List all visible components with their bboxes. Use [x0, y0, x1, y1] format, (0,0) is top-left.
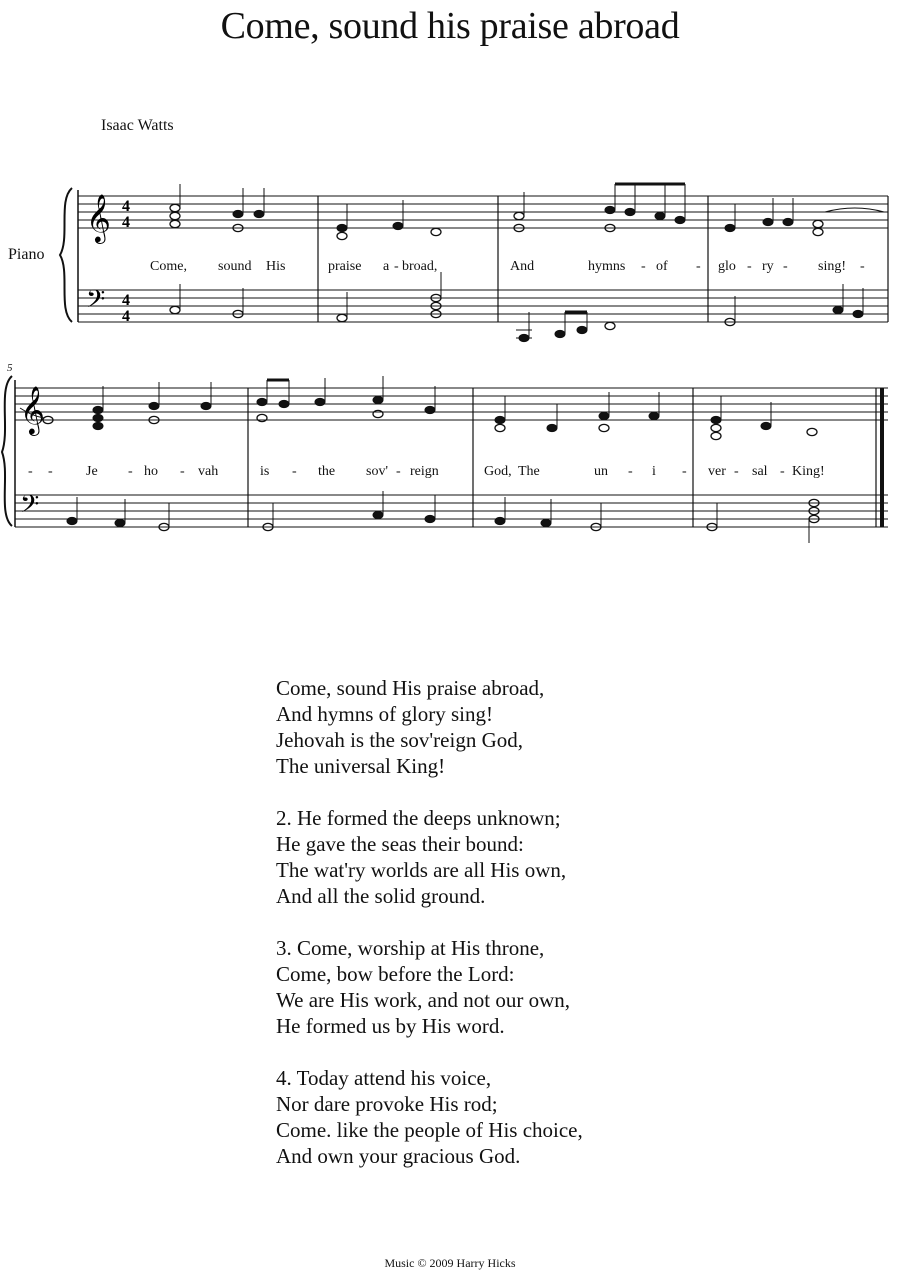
verse-line: We are His work, and not our own, — [276, 988, 570, 1012]
lyric-syllable: - — [128, 464, 133, 479]
lyric-syllable: His — [266, 259, 286, 274]
lyric-syllable: ry — [762, 259, 774, 274]
verse-line: Come. like the people of His choice, — [276, 1118, 583, 1142]
music-score — [0, 0, 900, 600]
verse-line: And own your gracious God. — [276, 1144, 521, 1168]
lyric-syllable: Come, — [150, 259, 187, 274]
measure-number: 5 — [7, 362, 13, 374]
lyric-syllable: broad, — [402, 259, 438, 274]
lyric-syllable: - — [783, 259, 788, 274]
lyric-syllable: a — [383, 259, 390, 274]
lyric-syllable: - — [180, 464, 185, 479]
lyric-syllable: vah — [198, 464, 219, 479]
time-sig-top: 4 — [122, 198, 130, 215]
lyric-syllable: - — [780, 464, 785, 479]
lyric-syllable: glo — [718, 259, 736, 274]
verse-line: Come, bow before the Lord: — [276, 962, 515, 986]
treble-notes — [20, 376, 817, 440]
verses-block — [276, 675, 583, 1169]
lyric-syllable: ver — [708, 464, 726, 479]
lyric-syllable: And — [510, 259, 535, 274]
bass-clef: 𝄢 — [20, 490, 40, 525]
lyric-syllable: - — [860, 259, 865, 274]
lyric-syllable: hymns — [588, 259, 626, 274]
lyric-syllable: - — [48, 464, 53, 479]
lyric-syllable: praise — [328, 259, 362, 274]
stanza-1 — [276, 675, 583, 779]
verse-line: Come, sound His praise abroad, — [276, 676, 545, 700]
verse-line: And hymns of glory sing! — [276, 702, 493, 726]
verse-line: The universal King! — [276, 754, 446, 778]
brace — [2, 376, 12, 526]
copyright-notice: Music © 2009 Harry Hicks — [384, 1256, 516, 1270]
system-1 — [60, 184, 888, 342]
verse-line: He formed us by His word. — [276, 1014, 505, 1038]
verse-line: Nor dare provoke His rod; — [276, 1092, 498, 1116]
lyrics-row-2 — [28, 464, 825, 479]
treble-clef: 𝄞 — [86, 193, 111, 242]
lyric-syllable: sound — [218, 259, 252, 274]
bass-staff — [15, 495, 888, 527]
bass-notes — [170, 272, 863, 342]
lyrics-row-1 — [150, 259, 865, 274]
lyric-syllable: of — [656, 259, 668, 274]
stanza-4 — [276, 1065, 583, 1169]
lyric-syllable: - — [394, 259, 399, 274]
time-sig-top: 4 — [122, 292, 130, 309]
lyric-syllable: - — [28, 464, 33, 479]
verse-line: Jehovah is the sov'reign God, — [276, 728, 523, 752]
instrument-label: Piano — [8, 246, 45, 263]
treble-staff — [15, 388, 888, 420]
lyric-syllable: is — [260, 464, 270, 479]
verse-line: 4. Today attend his voice, — [276, 1066, 492, 1090]
stanza-3 — [276, 935, 583, 1039]
lyric-syllable: Je — [86, 464, 98, 479]
lyric-syllable: - — [734, 464, 739, 479]
stanza-2 — [276, 805, 583, 909]
lyric-syllable: - — [682, 464, 687, 479]
lyric-syllable: God, — [484, 464, 512, 479]
lyric-syllable: The — [518, 464, 540, 479]
lyric-syllable: - — [696, 259, 701, 274]
bass-staff — [78, 290, 888, 322]
lyric-syllable: reign — [410, 464, 439, 479]
lyric-syllable: - — [628, 464, 633, 479]
barlines — [248, 388, 876, 527]
lyric-syllable: sing! — [818, 259, 846, 274]
poet-credit: Isaac Watts — [101, 117, 174, 134]
lyric-syllable: sal — [752, 464, 768, 479]
verse-line: And all the solid ground. — [276, 884, 486, 908]
verse-line: 3. Come, worship at His throne, — [276, 936, 545, 960]
hymn-title: Come, sound his praise abroad — [220, 5, 680, 47]
bass-clef: 𝄢 — [86, 285, 106, 320]
lyric-syllable: un — [594, 464, 608, 479]
lyric-syllable: sov' — [366, 464, 388, 479]
bass-notes — [67, 491, 819, 543]
lyric-syllable: i — [652, 464, 656, 479]
time-sig-bottom: 4 — [122, 214, 130, 231]
verse-line: The wat'ry worlds are all His own, — [276, 858, 567, 882]
lyric-syllable: - — [396, 464, 401, 479]
time-sig-bottom: 4 — [122, 308, 130, 325]
lyric-syllable: - — [747, 259, 752, 274]
verse-line: 2. He formed the deeps unknown; — [276, 806, 561, 830]
lyric-syllable: - — [292, 464, 297, 479]
lyric-syllable: - — [641, 259, 646, 274]
lyric-syllable: the — [318, 464, 336, 479]
verse-line: He gave the seas their bound: — [276, 832, 524, 856]
treble-clef: 𝄞 — [20, 385, 45, 434]
lyric-syllable: ho — [144, 464, 158, 479]
system-2 — [2, 376, 888, 543]
lyric-syllable: King! — [792, 464, 825, 479]
brace — [60, 188, 72, 322]
